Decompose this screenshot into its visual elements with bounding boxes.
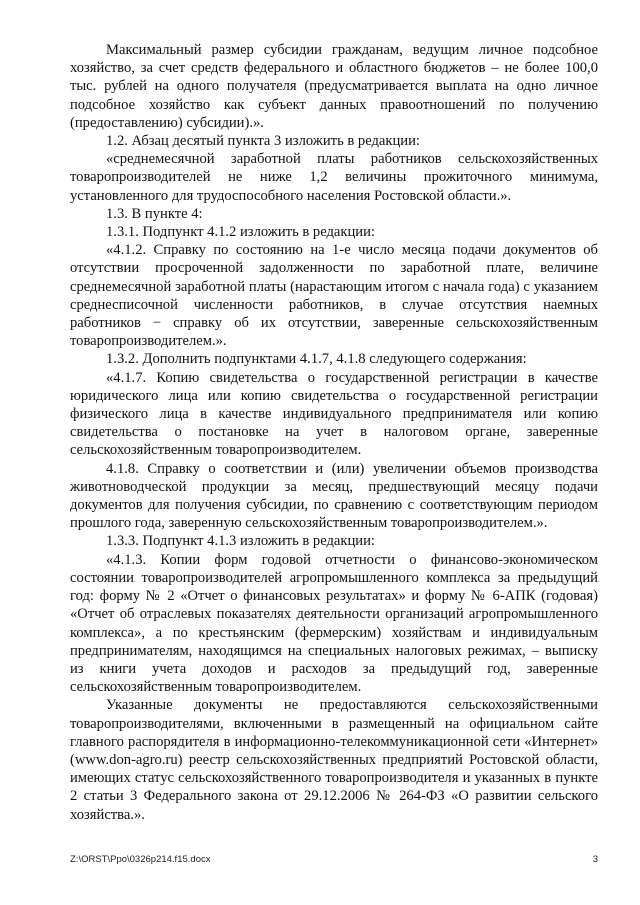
paragraph-1-2-quote: «среднемесячной заработной платы работников сельскохозяйственных товаропроизводителей не ниже 1,2 величины прожиточного минимума, установленного для трудоспособного населения Ростовской области.».	[70, 151, 598, 204]
paragraph-1-2: 1.2. Абзац десятый пункта 3 изложить в редакции:	[106, 133, 420, 150]
document-body	[70, 41, 598, 824]
paragraph-1-3-1: 1.3.1. Подпункт 4.1.2 изложить в редакции:	[106, 224, 375, 241]
footer-page-number: 3	[592, 854, 598, 865]
paragraph-1-3-2: 1.3.2. Дополнить подпунктами 4.1.7, 4.1.8 следующего содержания:	[106, 351, 527, 368]
paragraph-1-3-3: 1.3.3. Подпункт 4.1.3 изложить в редакции:	[106, 533, 375, 550]
paragraph-4-1-3: «4.1.3. Копии форм годовой отчетности о финансово-экономическом состоянии товаропроизводителей агропромышленного комплекса за предыдущий год: форму № 2 «Отчет о финансовых результатах» и форму № 6-АПК (годовая) «Отчет об отраслевых показателях деятельности организаций агропромышленного комплекса», а по крестьянским (фермерским) хозяйствам и индивидуальным предпринимателям, находящимся на специальных налоговых режимах, – выписку из книги учета доходов и расходов за предыдущий год, заверенные сельскохозяйственным товаропроизводителем.	[70, 551, 598, 696]
paragraph-4-1-2: «4.1.2. Справку по состоянию на 1-е число месяца подачи документов об отсутствии просроченной задолженности по заработной плате, величине среднемесячной заработной платы (нарастающим итогом с начала года) с указанием среднесписочной численности работников, в случае отсутствия наемных работников − справку об их отсутствии, заверенные сельскохозяйственным товаропроизводителем.».	[70, 242, 598, 350]
paragraph-1-3: 1.3. В пункте 4:	[106, 205, 203, 222]
paragraph-4-1-7: «4.1.7. Копию свидетельства о государственной регистрации в качестве юридического лица или копию свидетельства о государственной регистрации физического лица в качестве индивидуального предпринимателя или копию свидетельства о постановке на учет в налоговом органе, заверенные сельскохозяйственным товаропроизводителем.	[70, 369, 598, 459]
footer-file-path: Z:\ORST\Ppo\0326p214.f15.docx	[70, 854, 211, 865]
paragraph-exemption: Указанные документы не предоставляются сельскохозяйственными товаропроизводителями, включенными в размещенный на официальном сайте главного распорядителя в информационно-телекоммуникационной сети «Интернет» (www.don-agro.ru) реестр сельскохозяйственных предприятий Ростовской области, имеющих статус сельскохозяйственного товаропроизводителя и указанных в пункте 2 статьи 3 Федерального закона от 29.12.2006 № 264-ФЗ «О развитии сельского хозяйства.».	[70, 697, 598, 823]
paragraph-4-1-8: 4.1.8. Справку о соответствии и (или) увеличении объемов производства животноводческой продукции за месяц, предшествующий месяцу подачи документов для получения субсидии, по сравнению с соответствующим периодом прошлого года, заверенную сельскохозяйственным товаропроизводителем.».	[70, 460, 598, 532]
paragraph-subsidy-max: Максимальный размер субсидии гражданам, ведущим личное подсобное хозяйство, за счет средств федерального и областного бюджетов – не более 100,0 тыс. рублей на одного получателя (предусматривается выплата на одно личное подсобное хозяйство как субъект данных правоотношений по получению (предоставлению) субсидии).».	[70, 42, 598, 131]
